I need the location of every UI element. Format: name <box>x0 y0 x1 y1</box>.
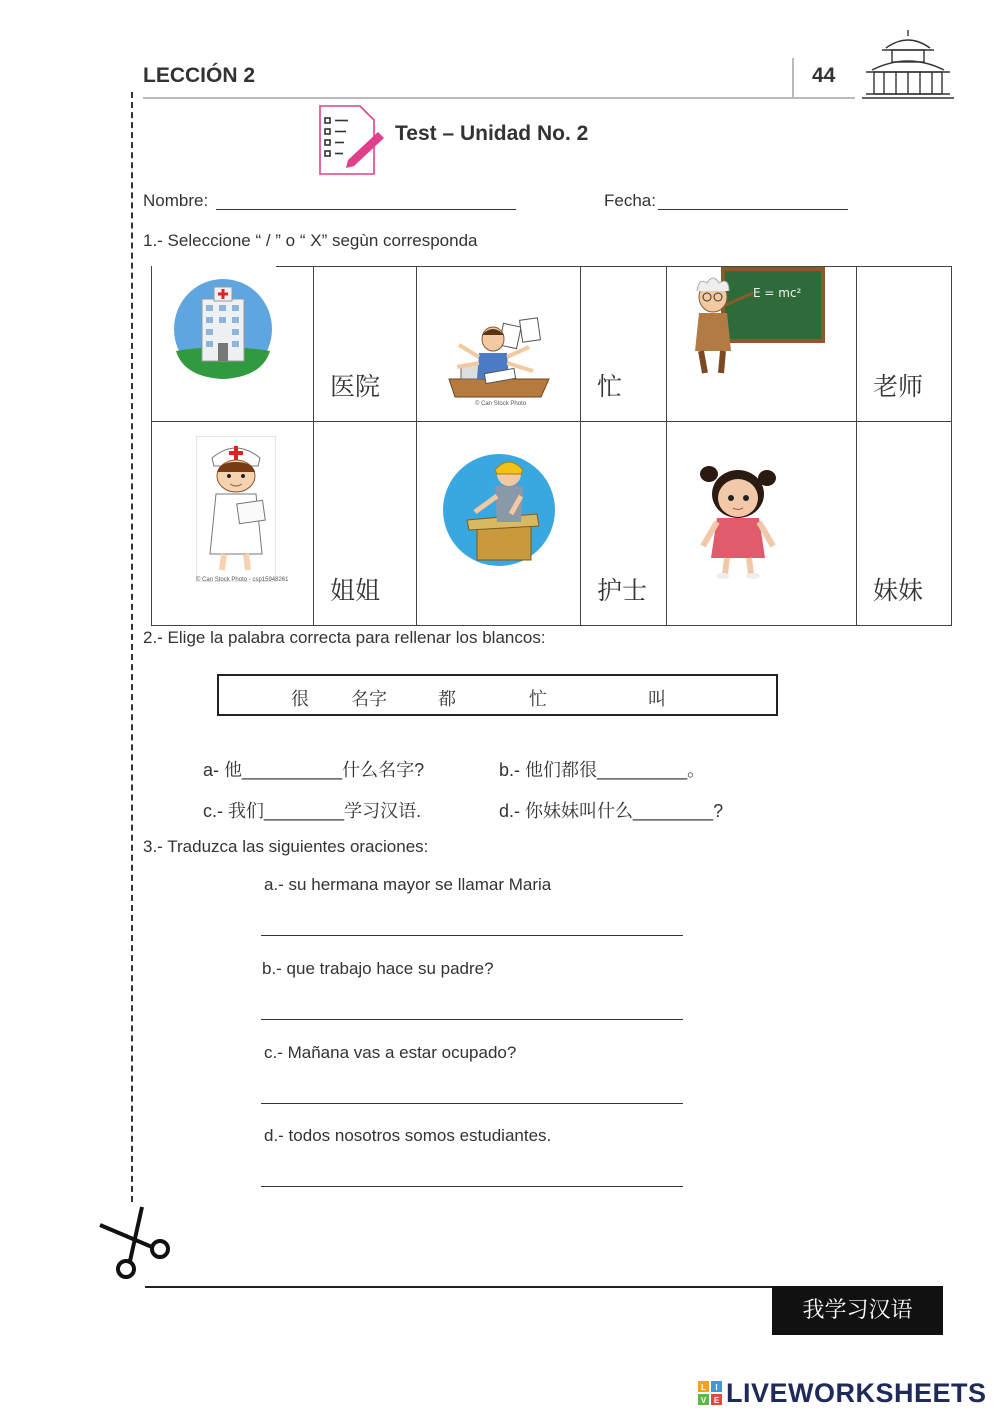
name-underline <box>216 209 516 210</box>
answer-line-a[interactable] <box>261 935 683 936</box>
date-underline <box>658 209 848 210</box>
section1-instruction: 1.- Seleccione “ / ” o “ X” segùn corresponda <box>143 231 478 250</box>
word-busy: 忙 <box>597 372 623 401</box>
carpenter-image-cell <box>417 422 581 626</box>
word-nurse: 护士 <box>597 576 648 605</box>
lesson-label: LECCIÓN 2 <box>143 64 256 87</box>
word-cell-nurse[interactable] <box>581 422 667 626</box>
word-bank-item: 很 <box>291 689 309 710</box>
carpenter-image <box>441 450 557 568</box>
girl-image <box>693 460 783 582</box>
word-cell-younger-sister[interactable] <box>857 422 952 626</box>
sentence-b[interactable]: b.- 他们都很_________。 <box>499 760 706 780</box>
footer-label: 我学习汉语 <box>772 1286 943 1335</box>
sentence-d[interactable]: d.- 你妹妹叫什么________? <box>499 801 724 821</box>
teacher-image-cell <box>667 267 857 422</box>
cut-dashed-line <box>131 92 133 1202</box>
word-hospital: 医院 <box>330 372 381 401</box>
bottom-divider <box>145 1286 775 1288</box>
section2-instruction: 2.- Elige la palabra correcta para rellenar los blancos: <box>143 628 546 647</box>
date-label: Fecha: <box>604 191 656 210</box>
word-younger-sister: 妹妹 <box>873 576 924 605</box>
header-divider <box>143 97 855 99</box>
logo-letter-e: E <box>713 1396 720 1405</box>
scissors-icon <box>96 1203 174 1283</box>
translation-prompt-c: c.- Mañana vas a estar ocupado? <box>264 1043 517 1062</box>
translation-prompt-b: b.- que trabajo hace su padre? <box>262 959 494 978</box>
nurse-image-cell <box>152 422 314 626</box>
sentence-a[interactable]: a- 他__________什么名字? <box>203 760 425 780</box>
answer-line-c[interactable] <box>261 1103 683 1104</box>
logo-letter-i: I <box>715 1383 718 1392</box>
word-cell-sister-older[interactable] <box>314 422 417 626</box>
liveworksheets-brand[interactable] <box>698 1378 987 1408</box>
word-cell-hospital[interactable] <box>314 267 417 422</box>
liveworksheets-logo-icon <box>698 1381 722 1405</box>
date-field[interactable] <box>604 191 656 211</box>
word-cell-teacher[interactable] <box>857 267 952 422</box>
word-teacher: 老师 <box>873 372 924 401</box>
logo-letter-l: L <box>701 1383 706 1392</box>
page-number: 44 <box>812 64 836 87</box>
sentence-c[interactable]: c.- 我们________学习汉语. <box>203 801 422 821</box>
picture-word-table <box>151 266 952 626</box>
svg-text:E = mc²: E = mc² <box>753 286 802 300</box>
section3-instruction: 3.- Traduzca las siguientes oraciones: <box>143 837 429 856</box>
checklist-pencil-icon <box>316 104 388 176</box>
temple-icon <box>858 28 958 102</box>
name-field[interactable] <box>143 191 208 211</box>
nurse-image <box>196 436 276 582</box>
header-separator <box>792 58 794 98</box>
watermark-1: © Can Stock Photo <box>475 401 527 407</box>
name-label: Nombre: <box>143 191 209 210</box>
hospital-image-cell <box>152 267 314 422</box>
word-older-sister: 姐姐 <box>330 576 381 605</box>
busy-man-image <box>445 317 555 409</box>
word-bank <box>217 674 778 716</box>
table-top-gap <box>152 262 276 267</box>
translation-prompt-d: d.- todos nosotros somos estudiantes. <box>264 1126 552 1145</box>
word-bank-item: 都 <box>438 689 456 710</box>
word-bank-item: 名字 <box>351 689 387 710</box>
word-bank-item: 忙 <box>529 689 547 710</box>
brand-text: LIVEWORKSHEETS <box>726 1377 987 1408</box>
word-cell-busy[interactable] <box>581 267 667 422</box>
teacher-image <box>687 267 827 379</box>
answer-line-d[interactable] <box>261 1186 683 1187</box>
word-bank-item: 叫 <box>648 689 666 710</box>
busy-image-cell <box>417 267 581 422</box>
girl-image-cell <box>667 422 857 626</box>
translation-prompt-a: a.- su hermana mayor se llamar Maria <box>264 875 552 894</box>
test-title: Test – Unidad No. 2 <box>395 122 589 145</box>
logo-letter-v: V <box>700 1396 707 1405</box>
answer-line-b[interactable] <box>261 1019 683 1020</box>
hospital-image <box>172 273 274 381</box>
watermark-2: © Can Stock Photo - csp15948261 <box>196 577 289 583</box>
